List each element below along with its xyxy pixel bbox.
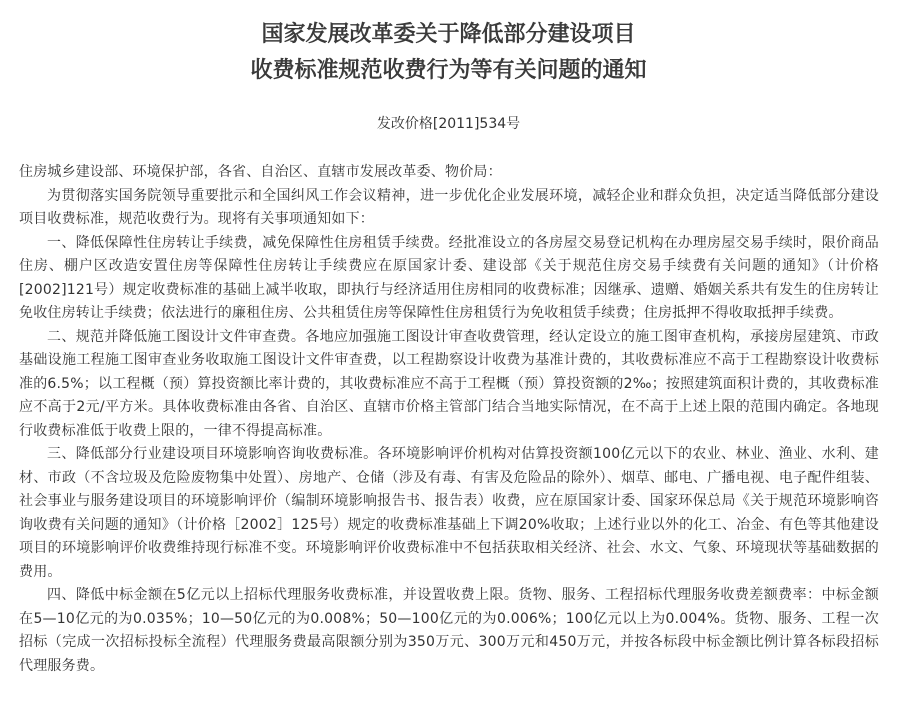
document-number: 发改价格[2011]534号 bbox=[376, 116, 521, 132]
section-three-paragraph: 三、降低部分行业建设项目环境影响咨询收费标准。各环境影响评价机构对估算投资额100亿元以下的农业、林业、渔业、水利、建材、市政（不含垃圾及危险废物集中处置）、房地产、仓储（涉及有毒、有害及危险品的除外）、烟草、邮电、广播电视、电子配件组装、社会事业与服务建设项目的环境影响评价（编制环境影响报告书、报告表）收费，应在原国家计委、国家环保总局《关于规范环境影响咨询收费有关问题的通知》（计价格［2002］125号）规定的收费标准基础上下调20%收取；上述行业以外的化工、冶金、有色等其他建设项目的环境影响评价收费维持现行标准不变。环境影响评价收费标准中不包括获取相关经济、社会、水文、气象、环境现状等基础数据的费用。 bbox=[19, 446, 879, 580]
salutation: 住房城乡建设部、环境保护部，各省、自治区、直辖市发展改革委、物价局： bbox=[19, 164, 502, 180]
intro-paragraph: 为贯彻落实国务院领导重要批示和全国纠风工作会议精神，进一步优化企业发展环境，减轻企业和群众负担，决定适当降低部分建设项目收费标准，规范收费行为。现将有关事项通知如下： bbox=[19, 187, 879, 227]
document-title-line-2: 收费标准规范收费行为等有关问题的通知 bbox=[250, 58, 647, 83]
section-two-paragraph: 二、规范并降低施工图设计文件审查费。各地应加强施工图设计审查收费管理，经认定设立的施工图审查机构，承接房屋建筑、市政基础设施工程施工图审查业务收取施工图设计文件审查费，以工程勘察设计收费为基准计费的，其收费标准应不高于工程勘察设计收费标准的6.5%；以工程概（预）算投资额比率计费的，其收费标准应不高于工程概（预）算投资额的2‰；按照建筑面积计费的，其收费标准应不高于2元/平方米。具体收费标准由各省、自治区、直辖市价格主管部门结合当地实际情况，在不高于上述上限的范围内确定。各地现行收费标准低于收费上限的，一律不得提高标准。 bbox=[19, 328, 879, 439]
document-body bbox=[19, 161, 879, 678]
section-four-paragraph: 四、降低中标金额在5亿元以上招标代理服务收费标准，并设置收费上限。货物、服务、工程招标代理服务收费差额费率：中标金额在5—10亿元的为0.035%；10—50亿元的为0.008%；50—100亿元的为0.006%；100亿元以上为0.004%。货物、服务、工程一次招标（完成一次招标投标全流程）代理服务费最高限额分别为350万元、300万元和450万元，并按各标段中标金额比例计算各标段招标代理服务费。 bbox=[19, 587, 879, 674]
document-title-line-1: 国家发展改革委关于降低部分建设项目 bbox=[261, 22, 636, 47]
section-one-paragraph: 一、降低保障性住房转让手续费，减免保障性住房租赁手续费。经批准设立的各房屋交易登记机构在办理房屋交易手续时，限价商品住房、棚户区改造安置住房等保障性住房转让手续费应在原国家计委、建设部《关于规范住房交易手续费有关问题的通知》（计价格[2002]121号）规定收费标准的基础上减半收取，即执行与经济适用住房相同的收费标准；因继承、遗赠、婚姻关系共有发生的住房转让免收住房转让手续费；依法进行的廉租住房、公共租赁住房等保障性住房租赁行为免收租赁手续费；住房抵押不得收取抵押手续费。 bbox=[19, 234, 879, 321]
